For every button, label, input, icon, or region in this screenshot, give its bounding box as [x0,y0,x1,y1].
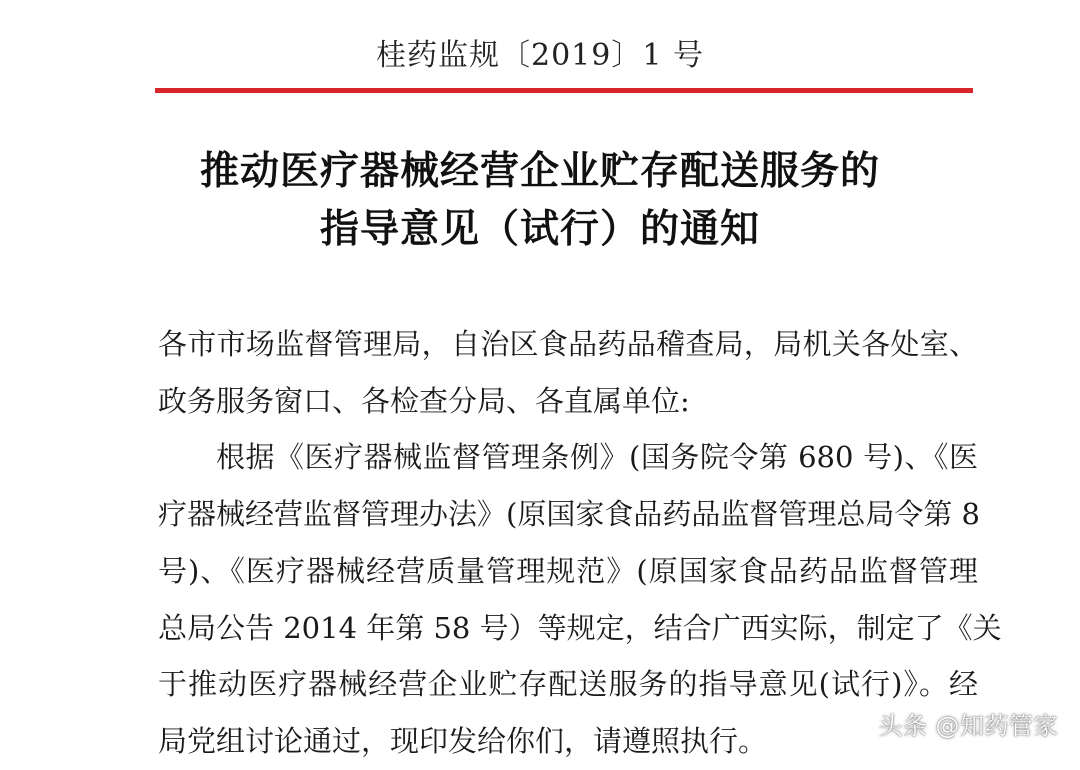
paragraph-line: 疗器械经营监督管理办法》(原国家食品药品监督管理总局令第 8 [158,497,980,532]
paragraph-line: 总局公告 2014 年第 58 号）等规定，结合广西实际，制定了《关 [158,610,1002,645]
paragraph-line: 于推动医疗器械经营企业贮存配送服务的指导意见(试行)》。经 [158,667,978,702]
notice-body [158,316,1002,770]
title-line-2: 指导意见（试行）的通知 [319,207,760,252]
red-header-rule [155,88,973,93]
addressee-line: 政务服务窗口、各检查分局、各直属单位: [158,383,690,418]
paragraph-line: 根据《医疗器械监督管理条例》(国务院令第 680 号)、《医 [216,440,978,475]
addressee-line: 各市市场监督管理局，自治区食品药品稽查局，局机关各处室、 [158,327,978,361]
paragraph-line: 局党组讨论通过，现印发给你们，请遵照执行。 [158,723,768,758]
title-line-1: 推动医疗器械经营企业贮存配送服务的 [199,149,880,194]
watermark: 头条 @知药管家 [878,712,1058,740]
paragraph-line: 号)、《医疗器械经营质量管理规范》(原国家食品药品监督管理 [158,553,978,588]
document-number: 桂药监规〔2019〕1 号 [376,38,704,73]
